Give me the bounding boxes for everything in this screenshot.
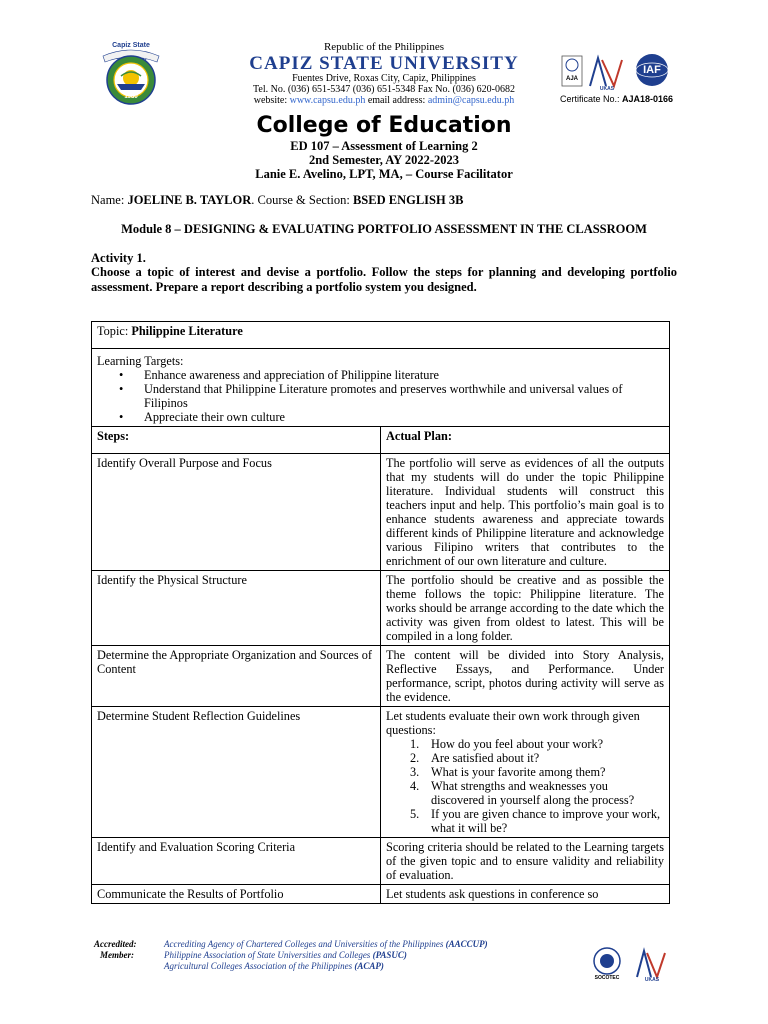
member-text-2: Agricultural Colleges Association of the Philippines	[164, 961, 355, 971]
certification-block	[560, 52, 676, 108]
certificate-label: Certificate No.:	[560, 94, 623, 104]
plan-header-text: Actual Plan:	[386, 429, 452, 443]
table-row	[92, 838, 670, 885]
question-text: What is your favorite among them?	[431, 765, 606, 779]
plan-cell: Scoring criteria should be related to the Learning targets of the given topic and to ensure validity and reliability of evaluation.	[381, 838, 670, 885]
table-row	[92, 454, 670, 571]
learning-targets-cell	[92, 349, 670, 427]
table-row	[92, 885, 670, 904]
course-section: BSED ENGLISH 3B	[352, 193, 464, 207]
step-cell: Identify and Evaluation Scoring Criteria	[92, 838, 381, 885]
list-item	[97, 410, 664, 424]
member-value-2	[164, 961, 384, 972]
bullet-icon: •	[119, 368, 124, 382]
portfolio-plan-table	[91, 321, 670, 904]
plan-header	[381, 427, 670, 454]
member-text-1: Philippine Association of State Universities and Colleges	[164, 950, 373, 960]
email-link[interactable]: admin@capsu.edu.ph	[427, 95, 515, 106]
step-cell: Communicate the Results of Portfolio	[92, 885, 381, 904]
website-link[interactable]: www.capsu.edu.ph	[289, 95, 366, 106]
university-telephone: Tel. No. (036) 651-5347 (036) 651-5348 Fax No. (036) 620-0682	[252, 84, 516, 95]
plan-cell: The portfolio should be creative and as possible the theme follows the topic: Philippine literature. The works should be arrange according to the date which the activity was given from oldest to latest. This will be compiled in a long folder.	[381, 571, 670, 646]
list-item	[97, 382, 664, 410]
topic-value: Philippine Literature	[131, 324, 243, 338]
email-label: email address:	[365, 95, 428, 106]
cert-logo-ukas: UKAS	[599, 86, 615, 92]
list-item	[386, 765, 664, 779]
republic-line: Republic of the Philippines	[323, 41, 445, 53]
certificate-number: AJA18-0166	[622, 94, 674, 104]
university-name: CAPIZ STATE UNIVERSITY	[249, 53, 519, 74]
question-text: If you are given chance to improve your work, what it will be?	[431, 807, 661, 835]
seal-year: 1980	[124, 94, 138, 100]
ukas-label: UKAS	[644, 977, 660, 983]
letterhead	[0, 0, 768, 110]
learning-targets-row	[92, 349, 670, 427]
accredited-text: Accrediting Agency of Chartered Colleges and Universities of the Philippines	[164, 939, 446, 949]
list-item	[386, 751, 664, 765]
topic-row	[92, 322, 670, 349]
activity-instructions: Choose a topic of interest and devise a portfolio. Follow the steps for planning and developing portfolio assessment. Prepare a report describing a portfolio system you designed.	[91, 265, 677, 294]
reflection-intro: Let students evaluate their own work through given questions:	[386, 709, 640, 737]
table-row	[92, 707, 670, 838]
table-row	[92, 571, 670, 646]
list-item	[97, 368, 664, 382]
accredited-value	[164, 939, 488, 950]
plan-cell	[381, 707, 670, 838]
list-item	[386, 807, 664, 835]
topic-label: Topic:	[97, 324, 132, 338]
certificate-number-line	[560, 94, 676, 104]
header-row	[92, 427, 670, 454]
steps-header	[92, 427, 381, 454]
target-text: Understand that Philippine Literature promotes and preserves worthwhile and universal values of Filipinos	[144, 382, 623, 410]
step-cell: Determine the Appropriate Organization and Sources of Content	[92, 646, 381, 707]
topic-cell	[92, 322, 670, 349]
activity-heading: Activity 1.	[91, 251, 146, 265]
question-number: 5.	[410, 807, 420, 821]
member-abbr-1: (PASUC)	[372, 950, 407, 960]
question-number: 3.	[410, 765, 420, 779]
cert-logo-iaf: IAF	[643, 64, 661, 76]
socotec-label: SOCOTEC	[594, 975, 620, 981]
college-title: College of Education	[256, 113, 512, 138]
member-label: Member:	[100, 950, 134, 960]
reflection-questions-list	[386, 737, 664, 835]
table-row	[92, 646, 670, 707]
question-text: Are satisfied about it?	[431, 751, 540, 765]
bullet-icon: •	[119, 410, 124, 424]
semester-line: 2nd Semester, AY 2022-2023	[308, 153, 459, 167]
steps-header-text: Steps:	[97, 429, 130, 443]
university-address: Fuentes Drive, Roxas City, Capiz, Philippines	[292, 73, 476, 84]
list-item	[386, 779, 664, 807]
question-number: 1.	[410, 737, 420, 751]
cert-logo-aja: AJA	[565, 76, 578, 82]
facilitator-line: Lanie E. Avelino, LPT, MA, – Course Facilitator	[255, 167, 513, 181]
question-text: What strengths and weaknesses you discovered in yourself along the process?	[431, 779, 635, 807]
module-title: Module 8 – DESIGNING & EVALUATING PORTFOLIO ASSESSMENT IN THE CLASSROOM	[121, 222, 647, 236]
seal-banner: Capiz State	[112, 42, 150, 49]
list-item	[386, 737, 664, 751]
footer-logos	[585, 945, 675, 985]
target-text: Enhance awareness and appreciation of Philippine literature	[144, 368, 440, 382]
learning-targets-list	[97, 368, 664, 424]
plan-cell: Let students ask questions in conference so	[381, 885, 670, 904]
plan-cell: The content will be divided into Story Analysis, Reflective Essays, and Performance. Under performance, script, photos during activity will serve as the evidence.	[381, 646, 670, 707]
section-label: . Course & Section:	[251, 193, 353, 207]
question-number: 2.	[410, 751, 420, 765]
learning-targets-label: Learning Targets:	[97, 354, 184, 368]
accredited-label: Accredited:	[94, 939, 137, 949]
question-number: 4.	[410, 779, 420, 793]
step-cell: Determine Student Reflection Guidelines	[92, 707, 381, 838]
step-cell: Identify Overall Purpose and Focus	[92, 454, 381, 571]
plan-cell: The portfolio will serve as evidences of all the outputs that my students will do under the topic Philippine literature. Individual students will construct this teachers input and help. This portfolio’s main goal is to enhance students awareness and appreciate towards different kinds of Philippine literature and acknowledge various Filipino writers that contributes to the enrichment of our own literature and culture.	[381, 454, 670, 571]
step-cell: Identify the Physical Structure	[92, 571, 381, 646]
member-value-1	[164, 950, 407, 961]
question-text: How do you feel about your work?	[431, 737, 604, 751]
target-text: Appreciate their own culture	[144, 410, 286, 424]
bullet-icon: •	[119, 382, 124, 396]
student-name: JOELINE B. TAYLOR	[127, 193, 252, 207]
website-label: website:	[253, 95, 290, 106]
name-label: Name:	[91, 193, 128, 207]
member-abbr-2: (ACAP)	[354, 961, 384, 971]
student-info-line	[91, 193, 463, 208]
accredited-abbr: (AACCUP)	[445, 939, 488, 949]
course-line: ED 107 – Assessment of Learning 2	[290, 139, 478, 153]
